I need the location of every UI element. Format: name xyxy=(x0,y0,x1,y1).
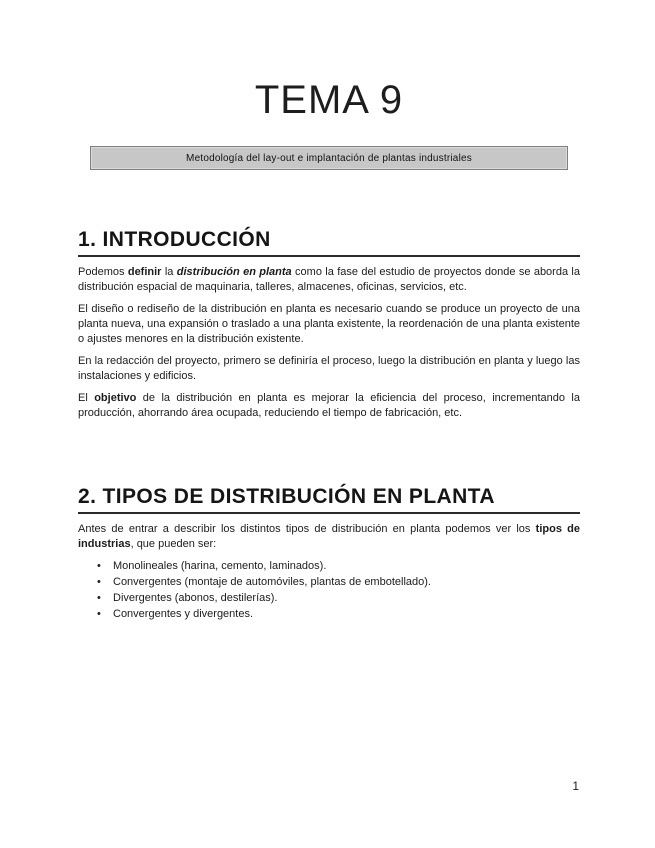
section-introduction xyxy=(78,228,580,421)
document-title: TEMA 9 xyxy=(254,78,404,122)
paragraph: El objetivo de la distribución en planta es mejorar la eficiencia del proceso, incrementando la producción, ahorrando área ocupada, reduciendo el tiempo de fabricación, etc. xyxy=(78,392,580,419)
bullet-icon: • xyxy=(97,560,101,572)
list-item xyxy=(78,558,580,574)
subtitle-box xyxy=(90,146,568,170)
list-item xyxy=(78,590,580,606)
page-content xyxy=(78,0,580,622)
paragraph: Antes de entrar a describir los distintos tipos de distribución en planta podemos ver los tipos de industrias, que pueden ser: xyxy=(78,523,581,550)
bullet-icon: • xyxy=(97,592,101,604)
paragraph: El diseño o rediseño de la distribución en planta es necesario cuando se produce un proyecto de una planta nueva, una expansión o traslado a una planta existente, la reordenación de una planta existente o ajustes menores en la distribución existente. xyxy=(78,303,580,345)
list-item-text: Convergentes y divergentes. xyxy=(113,608,254,620)
section-1-heading: 1. INTRODUCCIÓN xyxy=(78,228,580,257)
list-item xyxy=(78,606,580,622)
industry-types-list xyxy=(78,558,580,622)
bullet-icon: • xyxy=(97,576,101,588)
paragraph: Podemos definir la distribución en planta como la fase del estudio de proyectos donde se aborda la distribución espacial de maquinaria, talleres, almacenes, oficinas, servicios, etc. xyxy=(78,266,580,293)
bullet-icon: • xyxy=(97,608,101,620)
paragraph: En la redacción del proyecto, primero se definiría el proceso, luego la distribución en planta y luego las instalaciones y edificios. xyxy=(78,355,580,382)
list-item-text: Monolineales (harina, cemento, laminados). xyxy=(113,560,327,572)
list-item-text: Convergentes (montaje de automóviles, plantas de embotellado). xyxy=(113,576,431,588)
section-tipos-distribucion xyxy=(78,485,580,622)
subtitle-text: Metodología del lay-out e implantación de plantas industriales xyxy=(186,152,472,164)
section-1-body xyxy=(78,265,580,421)
section-2-heading: 2. TIPOS DE DISTRIBUCIÓN EN PLANTA xyxy=(78,485,580,514)
list-item xyxy=(78,574,580,590)
page-number: 1 xyxy=(572,779,579,793)
section-2-body xyxy=(78,522,580,552)
list-item-text: Divergentes (abonos, destilerías). xyxy=(113,592,278,604)
